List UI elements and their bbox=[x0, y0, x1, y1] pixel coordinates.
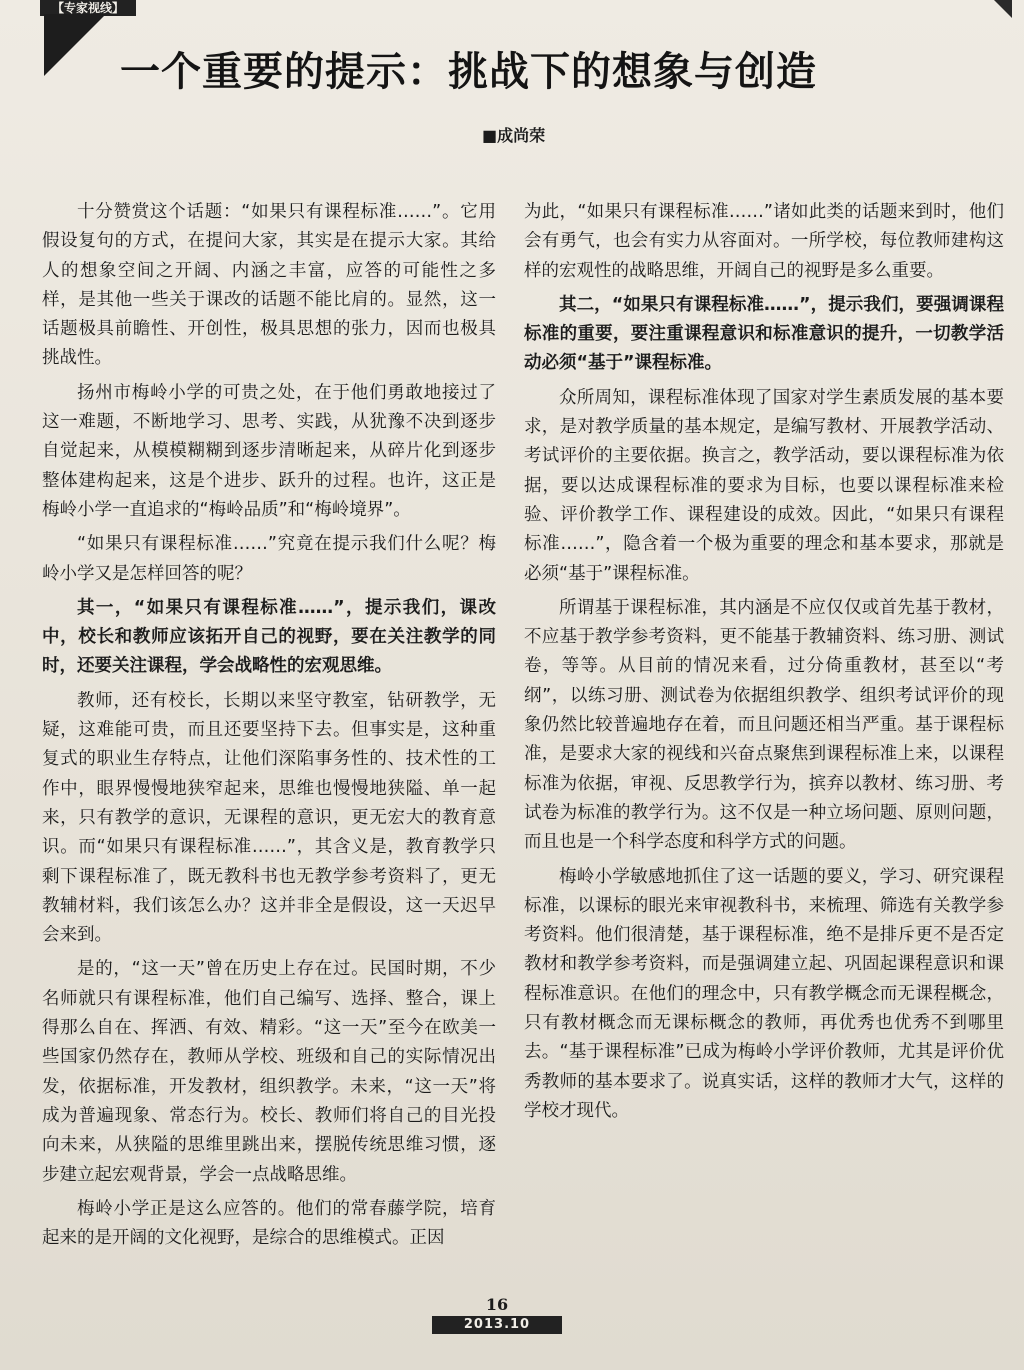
paragraph: “如果只有课程标准……”究竟在提示我们什么呢？梅岭小学又是怎样回答的呢？ bbox=[42, 534, 496, 584]
corner-wedge-decoration bbox=[44, 14, 106, 76]
paragraph: 梅岭小学正是这么应答的。他们的常春藤学院，培育起来的是开阔的文化视野，是综合的思维模式。正因 bbox=[42, 1198, 496, 1249]
paragraph: 教师，还有校长，长期以来坚守教室，钻研教学，无疑，这难能可贵，而且还要坚持下去。但事实是，这种重复式的职业生存特点，让他们深陷事务性的、技术性的工作中，眼界慢慢地狭窄起来，思维也慢慢地狭隘、单一起来，只有教学的意识，无课程的意识，更无宏大的教育意识。而“如果只有课程标准……”，其含义是，教育教学只剩下课程标准了，既无教科书也无教学参考资料了，更无教辅材料，我们该怎么办？这并非全是假设，这一天迟早会来到。 bbox=[42, 690, 496, 946]
article-author: ■成尚荣 bbox=[482, 126, 546, 145]
paragraph: 梅岭小学敏感地抓住了这一话题的要义，学习、研究课程标准，以课标的眼光来审视教科书，来梳理、筛选有关教学参考资料。他们很清楚，基于课程标准，绝不是排斥更不是否定教材和教学参考资料，而是强调建立起、巩固起课程意识和课程标准意识。在他们的理念中，只有教学概念而无课程概念，只有教材概念而无课标概念的教师，再优秀也优秀不到哪里去。“基于课程标准”已成为梅岭小学评价教师，尤其是评价优秀教师的基本要求了。说真实话，这样的教师才大气，这样的学校才现代。 bbox=[524, 866, 1004, 1121]
corner-wedge-decoration-right bbox=[994, 0, 1012, 18]
paragraph: 十分赞赏这个话题：“如果只有课程标准……”。它用假设复句的方式，在提问大家，其实是在提示大家。其给人的想象空间之开阔、内涵之丰富，应答的可能性之多样，是其他一些关于课改的话题不能比肩的。显然，这一话题极具前瞻性、开创性，极具思想的张力，因而也极具挑战性。 bbox=[42, 202, 496, 369]
page-footer bbox=[432, 1296, 562, 1334]
paragraph: 所谓基于课程标准，其内涵是不应仅仅或首先基于教材，不应基于教学参考资料，更不能基于教辅资料、练习册、测试卷，等等。从目前的情况来看，过分倚重教材，甚至以“考纲”，以练习册、测试卷为依据组织教学、组织考试评价的现象仍然比较普遍地存在着，而且问题还相当严重。基于课程标准，是要求大家的视线和兴奋点聚焦到课程标准上来，以课程标准为依据，审视、反思教学行为，摈弃以教材、练习册、考试卷为标准的教学行为。这不仅是一种立场问题、原则问题，而且也是一个科学态度和科学方式的问题。 bbox=[524, 597, 1004, 853]
paragraph-continued: 为此，“如果只有课程标准……”诸如此类的话题来到时，他们会有勇气，也会有实力从容面对。一所学校，每位教师建构这样的宏观性的战略思维，开阔自己的视野是多么重要。 bbox=[524, 202, 1004, 281]
paragraph-point-one: 其一，“如果只有课程标准……”，提示我们，课改中，校长和教师应该拓开自己的视野，要在关注教学的同时，还要关注课程，学会战略性的宏观思维。 bbox=[42, 597, 496, 677]
page-number: 16 bbox=[485, 1295, 509, 1314]
left-column bbox=[42, 198, 496, 1258]
right-column bbox=[524, 198, 1004, 1131]
paragraph: 扬州市梅岭小学的可贵之处，在于他们勇敢地接过了这一难题，不断地学习、思考、实践，从犹豫不决到逐步自觉起来，从模模糊糊到逐步清晰起来，从碎片化到逐步整体建构起来，这是个进步、跃升的过程。也许，这正是梅岭小学一直追求的“梅岭品质”和“梅岭境界”。 bbox=[42, 382, 496, 520]
article-title: 一个重要的提示：挑战下的想象与创造 bbox=[120, 48, 817, 95]
issue-date: 2013.10 bbox=[432, 1316, 562, 1334]
paragraph: 是的，“这一天”曾在历史上存在过。民国时期，不少名师就只有课程标准，他们自己编写、选择、整合，课上得那么自在、挥洒、有效、精彩。“这一天”至今在欧美一些国家仍然存在，教师从学校、班级和自己的实际情况出发，依据标准，开发教材，组织教学。未来，“这一天”将成为普遍现象、常态行为。校长、教师们将自己的目光投向未来，从狭隘的思维里跳出来，摆脱传统思维习惯，逐步建立起宏观背景，学会一点战略思维。 bbox=[42, 959, 496, 1185]
paragraph-point-two: 其二，“如果只有课程标准……”，提示我们，要强调课程标准的重要，要注重课程意识和标准意识的提升，一切教学活动必须“基于”课程标准。 bbox=[524, 294, 1004, 374]
column-tag: 【专家视线】 bbox=[40, 0, 136, 16]
paragraph: 众所周知，课程标准体现了国家对学生素质发展的基本要求，是对教学质量的基本规定，是编写教材、开展教学活动、考试评价的主要依据。换言之，教学活动，要以课程标准为依据，要以达成课程标准的要求为目标，也要以课程标准来检验、评价教学工作、课程建设的成效。因此，“如果只有课程标准……”，隐含着一个极为重要的理念和基本要求，那就是必须“基于”课程标准。 bbox=[524, 387, 1004, 584]
